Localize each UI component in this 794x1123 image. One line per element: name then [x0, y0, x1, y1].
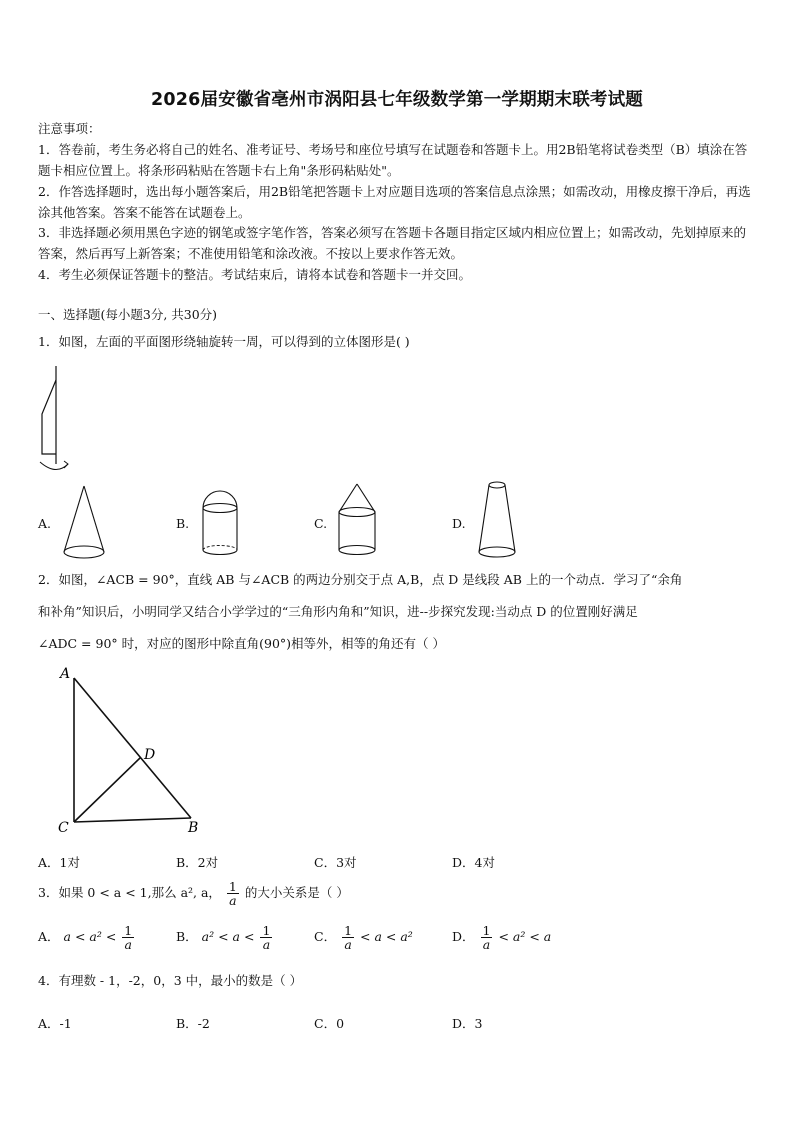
q4-option-d[interactable]: D．3 — [452, 1016, 483, 1031]
section-heading: 一、选择题(每小题3分, 共30分) — [38, 307, 218, 322]
q2-stem-line-2: 和补角”知识后，小明同学又结合小学学过的“三角形内角和”知识，进--步探究发现:当动点 D 的位置刚好满足 — [38, 604, 638, 619]
q1-frustum-figure — [476, 480, 518, 562]
q3-stem — [38, 880, 349, 907]
q3-option-d-frac — [481, 924, 493, 951]
note-item-4: 4．考生必须保证答题卡的整洁。考试结束后，请将本试卷和答题卡一并交回。 — [38, 267, 471, 282]
q3-option-d[interactable] — [452, 924, 551, 951]
q1-cone-cylinder-figure — [336, 482, 378, 560]
q3-option-a-frac-num: 1 — [124, 923, 133, 938]
note-item-2: 2．作答选择题时，选出每小题答案后，用2B铅笔把答题卡上对应题目选项的答案信息点涂黑；如需改动，用橡皮擦干净后，再选涂其他答案。答案不能答在试题卷上。 — [38, 184, 751, 220]
q3-option-c[interactable] — [314, 924, 413, 951]
q2-stem-line-3: ∠ADC = 90° 时，对应的图形中除直角(90°)相等外，相等的角还有（ ） — [38, 636, 446, 651]
q1-option-d[interactable]: D. — [452, 516, 466, 531]
q3-option-d-frac-den: a — [482, 937, 491, 952]
q2-option-a[interactable]: A．1对 — [38, 855, 80, 870]
q1-cone-figure — [60, 484, 108, 562]
q1-option-a[interactable]: A. — [38, 516, 52, 531]
q3-option-a[interactable] — [38, 924, 136, 951]
q3-option-b[interactable] — [176, 924, 274, 951]
q2-triangle-figure — [56, 664, 216, 839]
q2-label-b: B — [188, 820, 199, 836]
q4-option-c[interactable]: C．0 — [314, 1016, 345, 1031]
q2-label-d: D — [144, 747, 156, 763]
q3-option-c-letter: C． — [314, 929, 337, 944]
note-item-1: 1．答卷前，考生务必将自己的姓名、准考证号、考场号和座位号填写在试题卷和答题卡上。用2B铅笔将试卷类型（B）填涂在答题卡相应位置上。将条形码粘贴在答题卡右上角"条形码粘贴处"。 — [38, 142, 748, 178]
q3-option-c-frac — [342, 924, 354, 951]
q3-option-b-frac-num: 1 — [262, 923, 271, 938]
q3-option-c-frac-num: 1 — [344, 923, 353, 938]
q3-stem-prefix: 3．如果 0 < a < 1,那么 a², a， — [38, 885, 221, 900]
q3-option-a-letter: A． — [38, 929, 60, 944]
q3-option-a-frac — [122, 924, 134, 951]
q2-stem-line-1: 2．如图，∠ACB = 90°，直线 AB 与∠ACB 的两边分别交于点 A,B，点 D 是线段 AB 上的一个动点．学习了“余角 — [38, 572, 683, 587]
q2-option-b[interactable]: B．2对 — [176, 855, 219, 870]
q3-option-d-letter: D． — [452, 929, 475, 944]
q3-option-a-expr: a < a² < — [63, 929, 117, 944]
q1-hemisphere-cylinder-figure — [200, 490, 240, 560]
notes-heading: 注意事项： — [38, 121, 101, 136]
q1-option-c[interactable]: C. — [314, 516, 328, 531]
q3-option-b-expr: a² < a < — [201, 929, 255, 944]
q3-fraction — [227, 880, 239, 907]
q3-option-a-frac-den: a — [124, 937, 132, 952]
q3-frac-num: 1 — [228, 879, 237, 894]
q3-frac-den: a — [229, 893, 237, 908]
q1-option-b[interactable]: B. — [176, 516, 190, 531]
q4-stem: 4．有理数 - 1，-2，0，3 中，最小的数是（ ） — [38, 973, 303, 988]
q2-option-c[interactable]: C．3对 — [314, 855, 357, 870]
note-item-3: 3．非选择题必须用黑色字迹的钢笔或签字笔作答，答案必须写在答题卡各题目指定区域内相应位置上；如需改动，先划掉原来的答案，然后再写上新答案；不准使用铅笔和涂改液。不按以上要求作答无效。 — [38, 225, 746, 261]
q2-option-d[interactable]: D．4对 — [452, 855, 495, 870]
q4-option-b[interactable]: B．-2 — [176, 1016, 210, 1031]
q3-option-d-expr: < a² < a — [498, 929, 552, 944]
q2-label-c: C — [58, 820, 69, 836]
q3-option-b-letter: B． — [176, 929, 198, 944]
q3-stem-suffix: 的大小关系是（ ） — [244, 885, 349, 900]
page-title: 2026届安徽省亳州市涡阳县七年级数学第一学期期末联考试题 — [150, 90, 643, 110]
q3-option-b-frac — [260, 924, 272, 951]
q3-option-c-frac-den: a — [344, 937, 352, 952]
q3-option-b-frac-den: a — [262, 937, 271, 952]
q3-option-d-frac-num: 1 — [482, 923, 491, 938]
q3-option-c-expr: < a < a² — [360, 929, 413, 944]
q1-stem: 1．如图，左面的平面图形绕轴旋转一周，可以得到的立体图形是( ) — [38, 334, 410, 349]
q2-label-a: A — [60, 666, 71, 682]
q1-plane-figure — [36, 366, 76, 474]
q4-option-a[interactable]: A．-1 — [38, 1016, 72, 1031]
